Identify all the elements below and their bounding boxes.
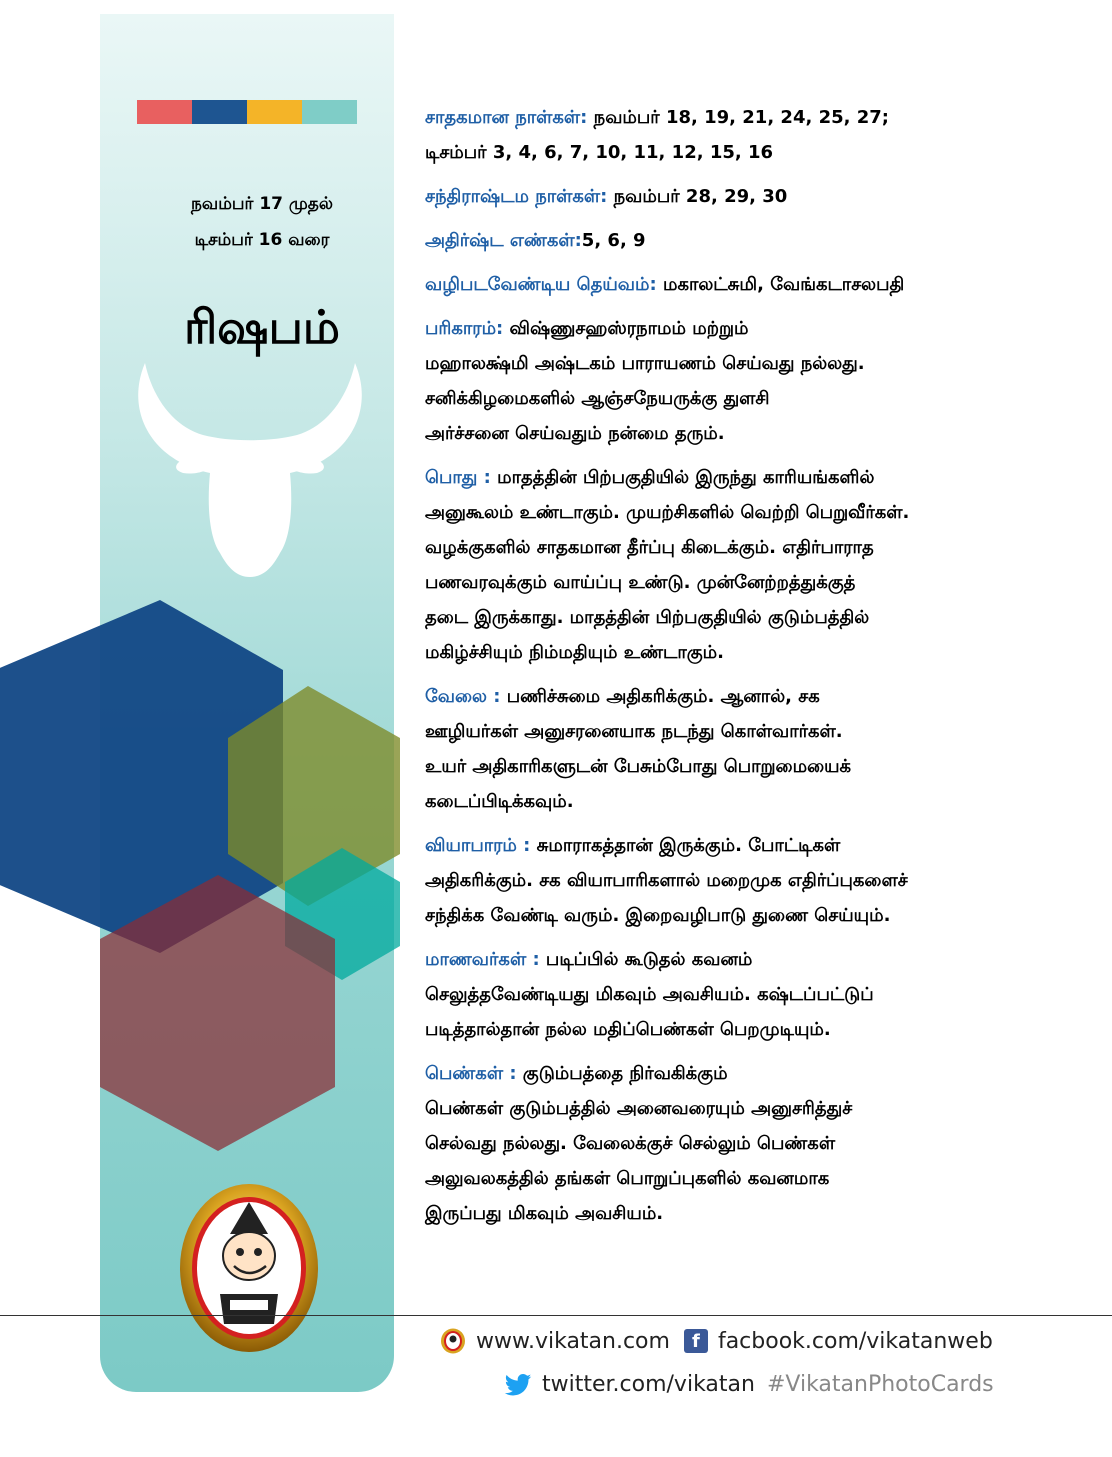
section-line — [425, 416, 1095, 451]
section-text: விஷ்ணுசஹஸ்ரநாமம் மற்றும் — [503, 318, 749, 339]
section-line — [425, 1196, 1095, 1231]
section-line — [425, 749, 1095, 784]
footer-divider — [0, 1315, 1112, 1316]
bull-head-icon — [125, 355, 375, 585]
color-bar-segment-yellow — [247, 100, 302, 124]
section-label: மாணவர்கள் : — [425, 949, 540, 970]
section-text: ஊழியர்கள் அனுசரனையாக நடந்து கொள்வார்கள். — [425, 721, 843, 742]
horoscope-section — [425, 942, 1095, 1047]
horoscope-section — [425, 179, 1095, 214]
color-bar — [137, 100, 357, 124]
section-line — [425, 381, 1095, 416]
section-text: படிப்பில் கூடுதல் கவனம் — [539, 949, 753, 970]
section-line — [425, 1012, 1095, 1047]
section-line — [425, 1056, 1095, 1091]
section-label: பொது : — [425, 467, 491, 488]
section-text: சந்திக்க வேண்டி வரும். இறைவழிபாடு துணை செய்யும். — [425, 905, 891, 926]
section-line — [425, 530, 1095, 565]
section-text: செலுத்தவேண்டியது மிகவும் அவசியம். கஷ்டப்பட்டுப் — [425, 984, 874, 1005]
section-label: வியாபாரம் : — [425, 835, 531, 856]
section-label: பெண்கள் : — [425, 1063, 517, 1084]
horoscope-section — [425, 223, 1095, 258]
section-line — [425, 1091, 1095, 1126]
horoscope-section — [425, 100, 1095, 170]
facebook-icon: f — [684, 1329, 708, 1353]
horoscope-section — [425, 1056, 1095, 1231]
section-line — [425, 942, 1095, 977]
section-line — [425, 223, 1095, 258]
section-text: படித்தால்தான் நல்ல மதிப்பெண்கள் பெறமுடியும். — [425, 1019, 831, 1040]
hexagon-decoration — [0, 590, 400, 1170]
hashtag: #VikatanPhotoCards — [766, 1372, 994, 1397]
horoscope-section — [425, 460, 1095, 670]
section-text: சுமாராகத்தான் இருக்கும். போட்டிகள் — [530, 835, 841, 856]
section-text: குடும்பத்தை நிர்வகிக்கும் — [516, 1063, 728, 1084]
section-text: தடை இருக்காது. மாதத்தின் பிற்பகுதியில் குடும்பத்தில் — [425, 607, 870, 628]
footer — [440, 1328, 1100, 1408]
section-text: அனுகூலம் உண்டாகும். முயற்சிகளில் வெற்றி பெறுவீர்கள். — [425, 502, 910, 523]
section-text: டிசம்பர் 3, 4, 6, 7, 10, 11, 12, 15, 16 — [425, 142, 774, 163]
section-text: பணவரவுக்கும் வாய்ப்பு உண்டு. முன்னேற்றத்துக்குத் — [425, 572, 856, 593]
section-text: 5, 6, 9 — [581, 230, 646, 251]
color-bar-segment-blue — [192, 100, 247, 124]
section-line — [425, 714, 1095, 749]
section-text: சனிக்கிழமைகளில் ஆஞ்சநேயருக்கு துளசி — [425, 388, 770, 409]
section-line — [425, 898, 1095, 933]
horoscope-section — [425, 267, 1095, 302]
date-range-start: நவம்பர் 17 முதல் — [191, 194, 333, 214]
twitter-icon — [504, 1374, 532, 1396]
section-line — [425, 863, 1095, 898]
section-line — [425, 179, 1095, 214]
section-line — [425, 135, 1095, 170]
section-text: மகாலட்சுமி, வேங்கடாசலபதி — [656, 274, 905, 295]
section-line — [425, 311, 1095, 346]
section-text: உயர் அதிகாரிகளுடன் பேசும்போது பொறுமையைக் — [425, 756, 852, 777]
twitter-link[interactable]: twitter.com/vikatan — [542, 1372, 755, 1397]
color-bar-segment-teal — [302, 100, 357, 124]
section-text: நவம்பர் 18, 19, 21, 24, 25, 27; — [587, 107, 889, 128]
section-line — [425, 635, 1095, 670]
section-line — [425, 784, 1095, 819]
section-line — [425, 565, 1095, 600]
section-text: மாதத்தின் பிற்பகுதியில் இருந்து காரியங்களில் — [490, 467, 875, 488]
color-bar-segment-red — [137, 100, 192, 124]
section-line — [425, 460, 1095, 495]
horoscope-content — [425, 100, 1095, 1240]
section-line — [425, 267, 1095, 302]
website-link[interactable]: www.vikatan.com — [476, 1328, 670, 1354]
section-text: பெண்கள் குடும்பத்தில் அனைவரையும் அனுசரித்துச் — [425, 1098, 853, 1119]
section-text: அர்ச்சனை செய்வதும் நன்மை தரும். — [425, 423, 725, 444]
date-range-end: டிசம்பர் 16 வரை — [194, 230, 330, 250]
section-text: கடைப்பிடிக்கவும். — [425, 791, 574, 812]
section-line — [425, 495, 1095, 530]
horoscope-section — [425, 311, 1095, 451]
section-label: வழிபடவேண்டிய தெய்வம்: — [425, 274, 657, 295]
section-text: வழக்குகளில் சாதகமான தீர்ப்பு கிடைக்கும். எதிர்பாராத — [425, 537, 874, 558]
section-text: அலுவலகத்தில் தங்கள் பொறுப்புகளில் கவனமாக — [425, 1168, 830, 1189]
section-text: இருப்பது மிகவும் அவசியம். — [425, 1203, 664, 1224]
section-line — [425, 1126, 1095, 1161]
section-text: மகிழ்ச்சியும் நிம்மதியும் உண்டாகும். — [425, 642, 724, 663]
section-text: நவம்பர் 28, 29, 30 — [607, 186, 788, 207]
section-line — [425, 1161, 1095, 1196]
section-text: செல்வது நல்லது. வேலைக்குச் செல்லும் பெண்கள் — [425, 1133, 836, 1154]
vikatan-small-logo-icon — [440, 1328, 466, 1354]
section-line — [425, 977, 1095, 1012]
horoscope-section — [425, 828, 1095, 933]
section-line — [425, 828, 1095, 863]
section-text: மஹாலக்ஷ்மி அஷ்டகம் பாராயணம் செய்வது நல்லது. — [425, 353, 865, 374]
section-label: அதிர்ஷ்ட எண்கள்: — [425, 230, 582, 251]
vikatan-mascot-logo — [178, 1182, 320, 1354]
horoscope-section — [425, 679, 1095, 819]
section-label: பரிகாரம்: — [425, 318, 504, 339]
section-line — [425, 600, 1095, 635]
section-text: அதிகரிக்கும். சக வியாபாரிகளால் மறைமுக எதிர்ப்புகளைச் — [425, 870, 908, 891]
section-line — [425, 346, 1095, 381]
facebook-link[interactable]: facbook.com/vikatanweb — [717, 1328, 993, 1354]
section-label: சந்திராஷ்டம நாள்கள்: — [425, 186, 608, 207]
rasi-title: ரிஷபம் — [184, 300, 340, 354]
section-line — [425, 679, 1095, 714]
section-text: பணிச்சுமை அதிகரிக்கும். ஆனால், சக — [500, 686, 820, 707]
section-line — [425, 100, 1095, 135]
section-label: சாதகமான நாள்கள்: — [425, 107, 588, 128]
section-label: வேலை : — [425, 686, 501, 707]
date-range — [100, 186, 424, 258]
